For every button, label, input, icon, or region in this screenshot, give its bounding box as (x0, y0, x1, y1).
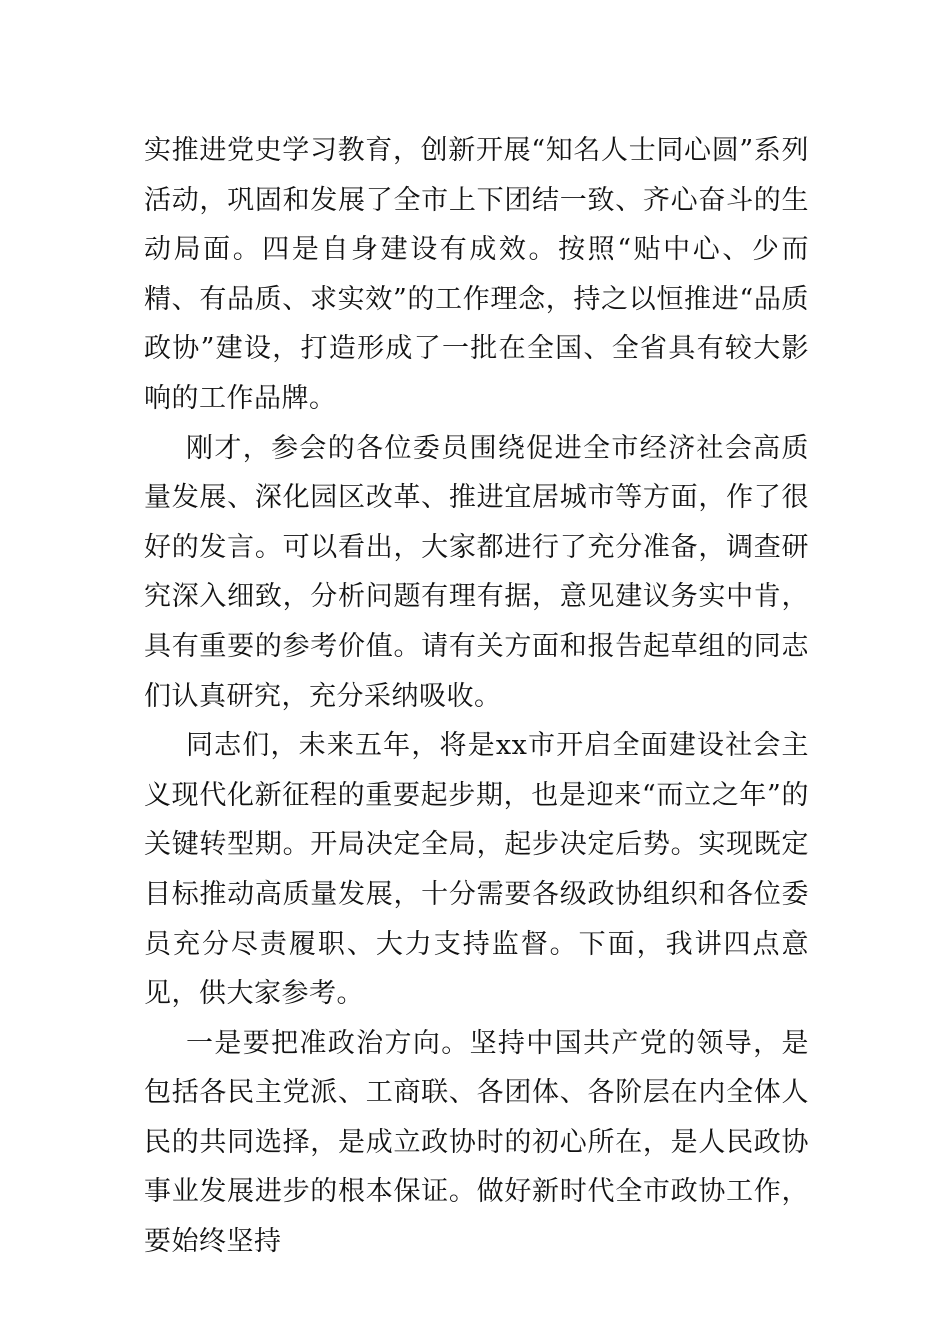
paragraph-next-five-years: 同志们，未来五年，将是xx市开启全面建设社会主义现代化新征程的重要起步期，也是迎来“而立之年”的关键转型期。开局决定全局，起步决定后势。实现既定目标推动高质量发展，十分需要各级政协组织和各位委员充分尽责履职、大力支持监督。下面，我讲四点意见，供大家参考。 (144, 730, 809, 1010)
document-body (144, 126, 809, 1267)
paragraph-committee-speeches: 刚才，参会的各位委员围绕促进全市经济社会高质量发展、深化园区改革、推进宜居城市等方面，作了很好的发言。可以看出，大家都进行了充分准备，调查研究深入细致，分析问题有理有据，意见建议务实中肯，具有重要的参考价值。请有关方面和报告起草组的同志们认真研究，充分采纳吸收。 (144, 432, 809, 712)
paragraph-continuation: 实推进党史学习教育，创新开展“知名人士同心圆”系列活动，巩固和发展了全市上下团结一致、齐心奋斗的生动局面。四是自身建设有成效。按照“贴中心、少而精、有品质、求实效”的工作理念，持之以恒推进“品质政协”建设，打造形成了一批在全国、全省具有较大影响的工作品牌。 (144, 135, 809, 414)
paragraph-political-direction: 一是要把准政治方向。坚持中国共产党的领导，是包括各民主党派、工商联、各团体、各阶层在内全体人民的共同选择，是成立政协时的初心所在，是人民政协事业发展进步的根本保证。做好新时代全市政协工作，要始终坚持 (144, 1027, 809, 1258)
